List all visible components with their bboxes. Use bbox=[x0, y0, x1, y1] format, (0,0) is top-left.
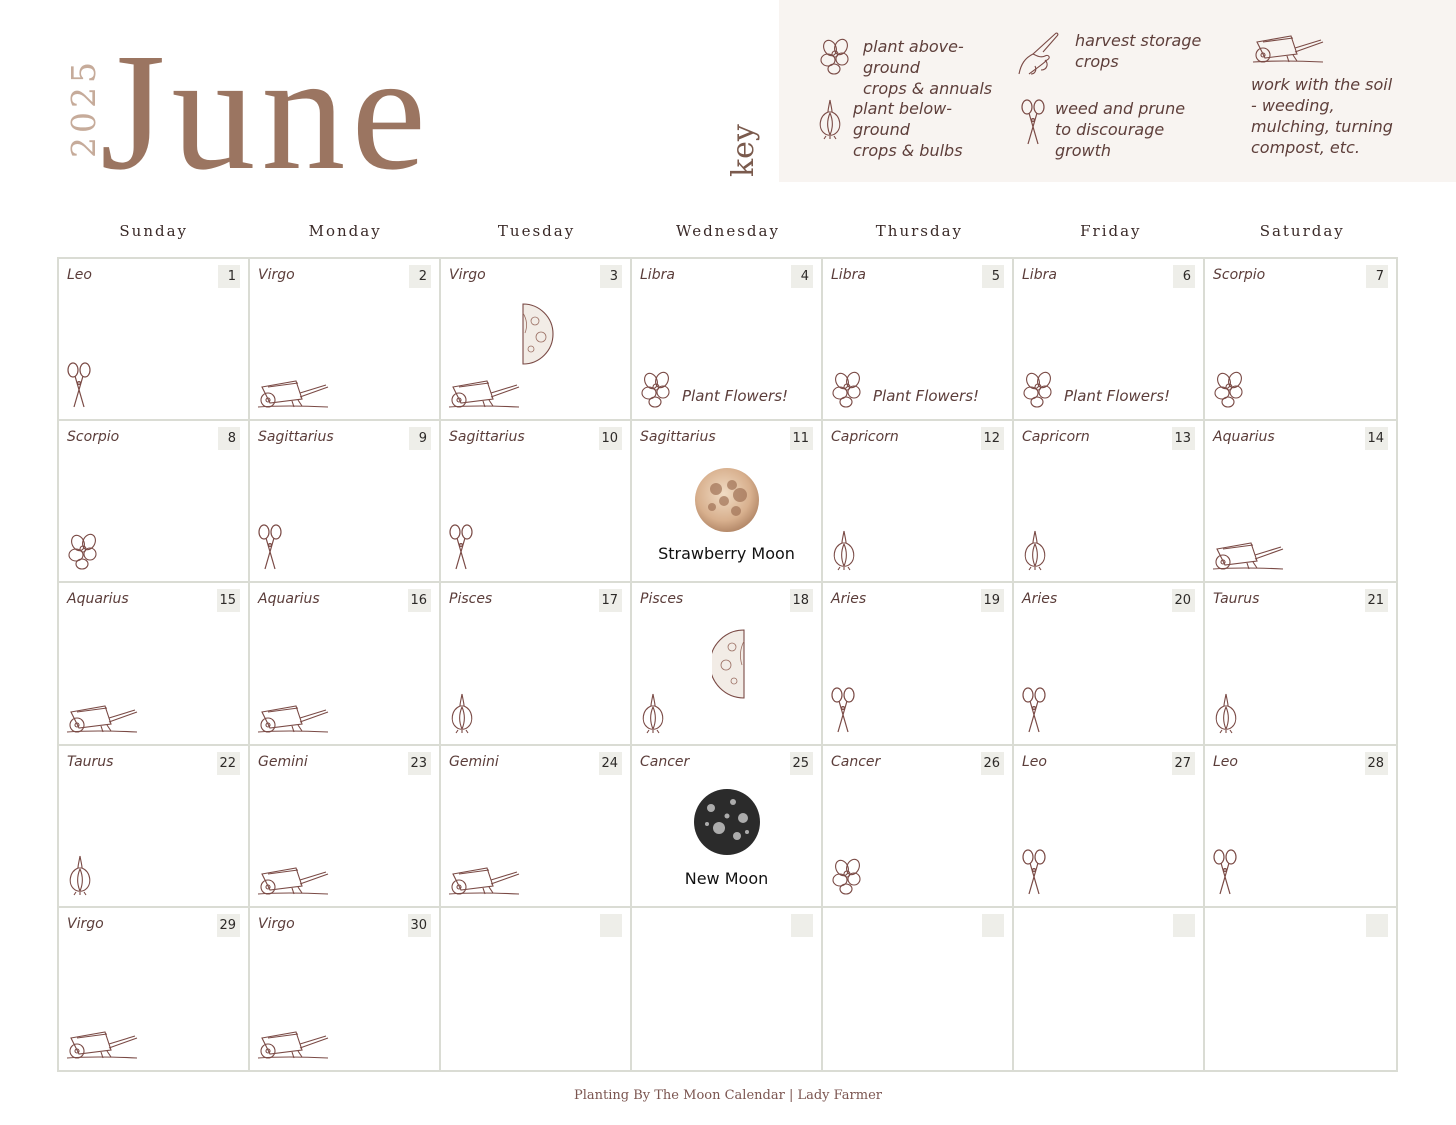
flower-icon bbox=[638, 369, 676, 413]
weekday-friday: Friday bbox=[1080, 222, 1142, 240]
day-number: 24 bbox=[599, 752, 622, 775]
day-cell bbox=[823, 746, 1014, 908]
zodiac-sign: Libra bbox=[640, 267, 675, 283]
shears-icon bbox=[1020, 848, 1048, 900]
day-cell bbox=[250, 583, 441, 745]
day-number: 18 bbox=[790, 589, 813, 612]
zodiac-sign: Cancer bbox=[831, 753, 881, 770]
day-cell bbox=[1014, 908, 1205, 1070]
shears-icon bbox=[1019, 98, 1047, 150]
zodiac-sign: Leo bbox=[1213, 753, 1238, 770]
weekday-saturday: Saturday bbox=[1259, 222, 1345, 240]
day-number bbox=[1366, 914, 1388, 937]
day-cell bbox=[1205, 746, 1396, 908]
day-cell bbox=[441, 259, 632, 421]
weekday-sunday: Sunday bbox=[119, 222, 189, 240]
day-cell bbox=[441, 908, 632, 1070]
day-number: 25 bbox=[790, 752, 813, 775]
shears-icon bbox=[1020, 686, 1048, 738]
zodiac-sign: Capricorn bbox=[1022, 429, 1090, 446]
moon-phase-label: New Moon bbox=[684, 868, 769, 888]
wheelbarrow-icon bbox=[447, 860, 521, 900]
calendar-grid bbox=[57, 257, 1398, 1072]
day-cell bbox=[59, 259, 250, 421]
zodiac-sign: Aquarius bbox=[1213, 429, 1275, 446]
day-cell bbox=[632, 259, 823, 421]
wheelbarrow-icon bbox=[1211, 535, 1285, 575]
day-number: 5 bbox=[982, 265, 1004, 288]
day-cell bbox=[823, 908, 1014, 1070]
day-number bbox=[791, 914, 813, 937]
key-text: harvest storage crops bbox=[1075, 31, 1202, 71]
day-cell bbox=[441, 421, 632, 583]
day-cell bbox=[250, 746, 441, 908]
wheelbarrow-icon bbox=[65, 1024, 139, 1064]
weekday-monday: Monday bbox=[308, 222, 382, 240]
flower-icon bbox=[1020, 369, 1058, 413]
zodiac-sign: Aquarius bbox=[258, 591, 320, 608]
day-number: 19 bbox=[981, 589, 1004, 612]
zodiac-sign: Taurus bbox=[67, 753, 114, 770]
moon-full-icon bbox=[694, 518, 760, 537]
day-cell bbox=[250, 259, 441, 421]
day-note: Plant Flowers! bbox=[682, 387, 789, 406]
day-cell bbox=[632, 746, 823, 908]
key-item-weed-prune bbox=[1019, 98, 1185, 161]
day-number: 4 bbox=[791, 265, 813, 288]
zodiac-sign: Virgo bbox=[258, 915, 295, 932]
moon-last-quarter-icon bbox=[712, 684, 746, 703]
wheelbarrow-icon bbox=[256, 860, 330, 900]
zodiac-sign: Aquarius bbox=[67, 591, 129, 608]
key-item-plant-below bbox=[815, 98, 963, 161]
zodiac-sign: Gemini bbox=[258, 753, 308, 770]
day-cell bbox=[823, 421, 1014, 583]
flower-icon bbox=[1211, 369, 1249, 413]
zodiac-sign: Libra bbox=[1022, 267, 1057, 283]
day-number bbox=[982, 914, 1004, 937]
zodiac-sign: Pisces bbox=[449, 591, 493, 608]
day-number: 27 bbox=[1172, 752, 1195, 775]
day-number: 12 bbox=[981, 427, 1004, 450]
weekday-wednesday: Wednesday bbox=[676, 222, 780, 240]
zodiac-sign: Sagittarius bbox=[640, 429, 716, 446]
day-cell bbox=[632, 421, 823, 583]
day-number: 15 bbox=[217, 589, 240, 612]
key-text: plant below- ground crops & bulbs bbox=[853, 99, 963, 160]
hand-harvest-icon bbox=[1015, 30, 1067, 80]
day-number: 29 bbox=[217, 914, 240, 937]
wheelbarrow-icon bbox=[256, 1024, 330, 1064]
day-number: 26 bbox=[981, 752, 1004, 775]
zodiac-sign: Aries bbox=[1022, 591, 1058, 608]
day-cell bbox=[1014, 421, 1205, 583]
day-number bbox=[600, 914, 622, 937]
day-number: 1 bbox=[218, 265, 240, 288]
garlic-icon bbox=[1211, 692, 1241, 738]
wheelbarrow-icon bbox=[256, 373, 330, 413]
shears-icon bbox=[65, 361, 93, 413]
day-number: 2 bbox=[409, 265, 431, 288]
wheelbarrow-icon bbox=[256, 698, 330, 738]
garlic-icon bbox=[829, 529, 859, 575]
day-number: 17 bbox=[599, 589, 622, 612]
day-cell bbox=[1205, 421, 1396, 583]
flower-icon bbox=[829, 856, 867, 900]
day-number bbox=[1173, 914, 1195, 937]
zodiac-sign: Scorpio bbox=[67, 429, 120, 446]
day-number: 22 bbox=[217, 752, 240, 775]
moon-new-icon bbox=[693, 841, 761, 860]
zodiac-sign: Virgo bbox=[258, 267, 295, 283]
zodiac-sign: Virgo bbox=[449, 267, 486, 283]
zodiac-sign: Leo bbox=[1022, 753, 1047, 770]
day-note: Plant Flowers! bbox=[1064, 387, 1171, 406]
zodiac-sign: Virgo bbox=[67, 915, 104, 932]
day-cell bbox=[441, 583, 632, 745]
moon-phase-label: Strawberry Moon bbox=[658, 544, 795, 564]
zodiac-sign: Pisces bbox=[640, 591, 684, 608]
day-note: Plant Flowers! bbox=[873, 387, 980, 406]
footer-credit: Planting By The Moon Calendar | Lady Farmer bbox=[574, 1088, 882, 1103]
day-number: 7 bbox=[1366, 265, 1388, 288]
weekday-thursday: Thursday bbox=[875, 222, 963, 240]
day-cell bbox=[59, 908, 250, 1070]
shears-icon bbox=[256, 523, 284, 575]
day-number: 11 bbox=[790, 427, 813, 450]
garlic-icon bbox=[65, 854, 95, 900]
garlic-icon bbox=[447, 692, 477, 738]
day-number: 28 bbox=[1365, 752, 1388, 775]
day-cell bbox=[823, 583, 1014, 745]
day-cell bbox=[1205, 908, 1396, 1070]
day-cell bbox=[1205, 259, 1396, 421]
day-cell bbox=[823, 259, 1014, 421]
day-cell bbox=[59, 746, 250, 908]
day-number: 9 bbox=[409, 427, 431, 450]
weekday-tuesday: Tuesday bbox=[497, 222, 576, 240]
flower-icon bbox=[817, 36, 855, 80]
day-cell bbox=[59, 583, 250, 745]
day-number: 13 bbox=[1172, 427, 1195, 450]
month-title: June bbox=[100, 19, 432, 205]
zodiac-sign: Sagittarius bbox=[258, 429, 334, 446]
zodiac-sign: Cancer bbox=[640, 753, 690, 770]
shears-icon bbox=[447, 523, 475, 575]
zodiac-sign: Capricorn bbox=[831, 429, 899, 446]
day-number: 3 bbox=[600, 265, 622, 288]
wheelbarrow-icon bbox=[447, 373, 521, 413]
zodiac-sign: Gemini bbox=[449, 753, 499, 770]
day-cell bbox=[1014, 583, 1205, 745]
day-cell bbox=[1014, 259, 1205, 421]
zodiac-sign: Taurus bbox=[1213, 591, 1260, 608]
day-number: 8 bbox=[218, 427, 240, 450]
wheelbarrow-icon bbox=[1251, 28, 1325, 68]
day-cell bbox=[632, 583, 823, 745]
day-number: 14 bbox=[1365, 427, 1388, 450]
weekday-header bbox=[58, 222, 1398, 240]
day-number: 30 bbox=[408, 914, 431, 937]
day-number: 23 bbox=[408, 752, 431, 775]
day-number: 10 bbox=[599, 427, 622, 450]
key-panel bbox=[779, 0, 1456, 182]
wheelbarrow-icon bbox=[65, 698, 139, 738]
zodiac-sign: Leo bbox=[67, 267, 92, 283]
day-number: 20 bbox=[1172, 589, 1195, 612]
day-number: 16 bbox=[408, 589, 431, 612]
day-cell bbox=[1014, 746, 1205, 908]
day-number: 6 bbox=[1173, 265, 1195, 288]
year-label: 2025 bbox=[64, 58, 103, 158]
shears-icon bbox=[829, 686, 857, 738]
key-item-plant-above bbox=[817, 36, 992, 99]
day-number: 21 bbox=[1365, 589, 1388, 612]
day-cell bbox=[1205, 583, 1396, 745]
day-cell bbox=[59, 421, 250, 583]
day-cell bbox=[441, 746, 632, 908]
key-item-harvest bbox=[1015, 30, 1201, 80]
garlic-icon bbox=[1020, 529, 1050, 575]
key-label: key bbox=[726, 124, 761, 178]
key-text: plant above- ground crops & annuals bbox=[863, 37, 993, 98]
day-cell bbox=[250, 421, 441, 583]
day-cell bbox=[632, 908, 823, 1070]
flower-icon bbox=[65, 531, 103, 575]
shears-icon bbox=[1211, 848, 1239, 900]
garlic-icon bbox=[815, 98, 845, 144]
zodiac-sign: Scorpio bbox=[1213, 267, 1266, 283]
day-cell bbox=[250, 908, 441, 1070]
key-text: weed and prune to discourage growth bbox=[1055, 99, 1186, 160]
flower-icon bbox=[829, 369, 867, 413]
moon-first-quarter-icon bbox=[521, 350, 555, 369]
key-item-soil bbox=[1251, 28, 1393, 158]
zodiac-sign: Aries bbox=[831, 591, 867, 608]
zodiac-sign: Libra bbox=[831, 267, 866, 283]
zodiac-sign: Sagittarius bbox=[449, 429, 525, 446]
key-text: work with the soil - weeding, mulching, turning compost, etc. bbox=[1251, 75, 1393, 157]
